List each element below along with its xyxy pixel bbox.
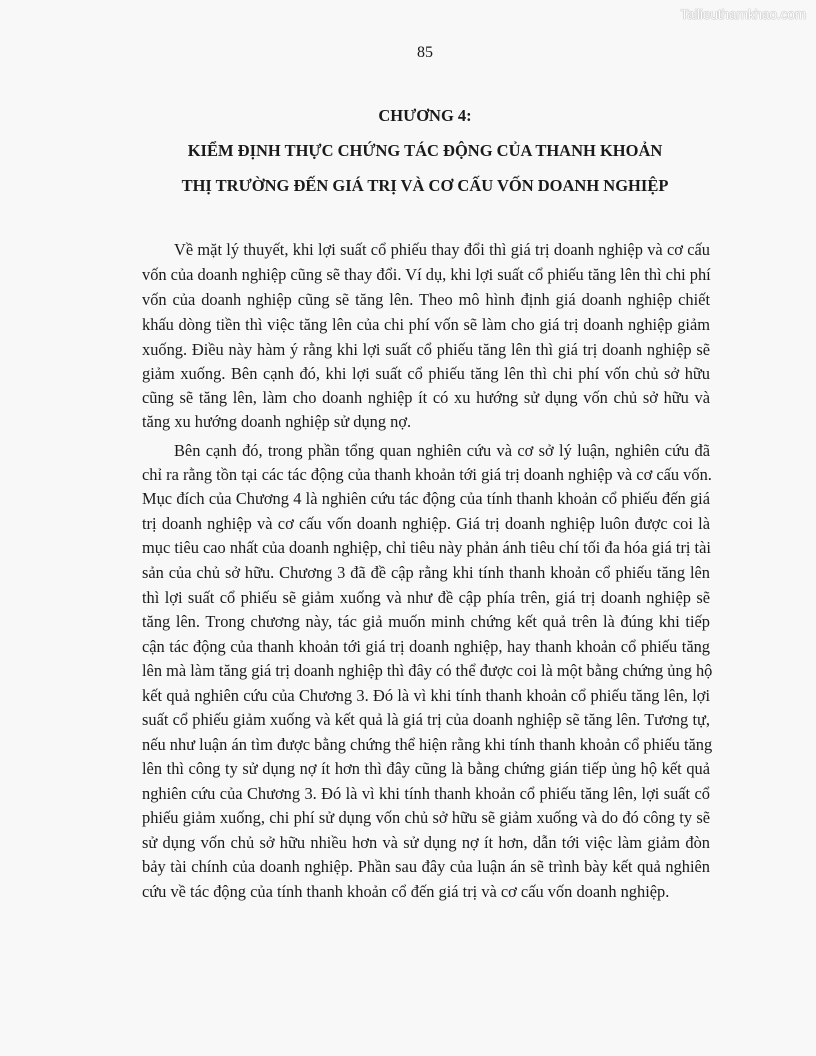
paragraph-line: cận tác động của thanh khoản tới giá trị doanh nghiệp, hay thanh khoản cổ phiếu tăng [142,637,710,656]
paragraph-line: cũng sẽ tăng lên, làm cho doanh nghiệp ít có xu hướng sử dụng vốn chủ sở hữu và [142,388,710,407]
watermark: Tailieuthamkhao.com [680,6,806,22]
paragraph-line: lên thì công ty sử dụng nợ ít hơn thì đây cũng là bằng chứng gián tiếp ủng hộ kết quả [142,759,710,778]
paragraph-line: phiếu giảm xuống, chi phí sử dụng vốn chủ sở hữu sẽ giảm xuống và do đó công ty sẽ [142,808,710,827]
paragraph-line: vốn của doanh nghiệp cũng sẽ tăng lên. Theo mô hình định giá doanh nghiệp chiết [142,290,710,309]
paragraph-line: nghiên cứu của Chương 3. Đó là vì khi tính thanh khoản cổ phiếu tăng lên, lợi suất cổ [142,784,710,803]
chapter-title-line-2: THỊ TRƯỜNG ĐẾN GIÁ TRỊ VÀ CƠ CẤU VỐN DOANH NGHIỆP [181,176,669,195]
chapter-label: CHƯƠNG 4: [378,106,472,125]
paragraph-line: sử dụng vốn chủ sở hữu nhiều hơn và sử dụng nợ ít hơn, dẫn tới việc làm giảm đòn [142,833,710,852]
paragraph-line: giảm xuống. Bên cạnh đó, khi lợi suất cổ phiếu tăng lên thì chi phí vốn chủ sở hữu [142,364,710,383]
paragraph-line: trị doanh nghiệp và cơ cấu vốn doanh nghiệp. Giá trị doanh nghiệp luôn được coi là [142,514,710,533]
paragraph-line: Bên cạnh đó, trong phần tổng quan nghiên cứu và cơ sở lý luận, nghiên cứu đã [174,441,710,460]
paragraph-line: xuống. Điều này hàm ý rằng khi lợi suất cổ phiếu tăng lên thì giá trị doanh nghiệp sẽ [142,340,710,359]
paragraph-line: Về mặt lý thuyết, khi lợi suất cổ phiếu thay đổi thì giá trị doanh nghiệp và cơ cấu [174,240,710,259]
paragraph-line: nếu như luận án tìm được bằng chứng thể hiện rằng khi tính thanh khoản cổ phiếu tăng [142,735,713,754]
chapter-title-line-1: KIỂM ĐỊNH THỰC CHỨNG TÁC ĐỘNG CỦA THANH KHOẢN [187,141,663,160]
paragraph-line: tăng xu hướng doanh nghiệp sử dụng nợ. [142,412,412,431]
paragraph-line: thì lợi suất cổ phiếu sẽ giảm xuống và như đề cập phía trên, giá trị doanh nghiệp sẽ [142,588,710,607]
paragraph-line: chỉ ra rằng tồn tại các tác động của thanh khoản tới giá trị doanh nghiệp và cơ cấu vốn. [142,465,712,484]
paragraph-line: mục tiêu cao nhất của doanh nghiệp, chỉ tiêu này phản ánh tiêu chí tối đa hóa giá trị tài [142,538,711,557]
paragraph-line: suất cổ phiếu giảm xuống và kết quả là giá trị của doanh nghiệp sẽ tăng lên. Tương tự, [142,710,710,729]
paragraph-line: lên mà làm tăng giá trị doanh nghiệp thì đây có thể được coi là một bằng chứng ủng hộ [142,661,713,680]
paragraph-line: sản của chủ sở hữu. Chương 3 đã đề cập rằng khi tính thanh khoản cổ phiếu tăng lên [142,563,710,582]
paragraph-line: Mục đích của Chương 4 là nghiên cứu tác động của tính thanh khoản cổ phiếu đến giá [142,489,710,508]
paragraph-line: vốn của doanh nghiệp cũng sẽ thay đổi. Ví dụ, khi lợi suất cổ phiếu tăng lên thì chi phí [142,265,711,284]
page-number: 85 [417,44,433,61]
paragraph-line: tăng lên. Trong chương này, tác giả muốn minh chứng kết quả trên là đúng khi tiếp [142,612,710,631]
paragraph-line: khấu dòng tiền thì việc tăng lên của chi phí vốn sẽ làm cho giá trị doanh nghiệp giảm [142,315,710,334]
paragraph-line: kết quả nghiên cứu của Chương 3. Đó là vì khi tính thanh khoản cổ phiếu tăng lên, lợi [142,686,710,705]
paragraph-line: bảy tài chính của doanh nghiệp. Phần sau đây của luận án sẽ trình bày kết quả nghiên [142,857,710,876]
paragraph-line: cứu về tác động của tính thanh khoản cổ đến giá trị và cơ cấu vốn doanh nghiệp. [142,882,670,901]
